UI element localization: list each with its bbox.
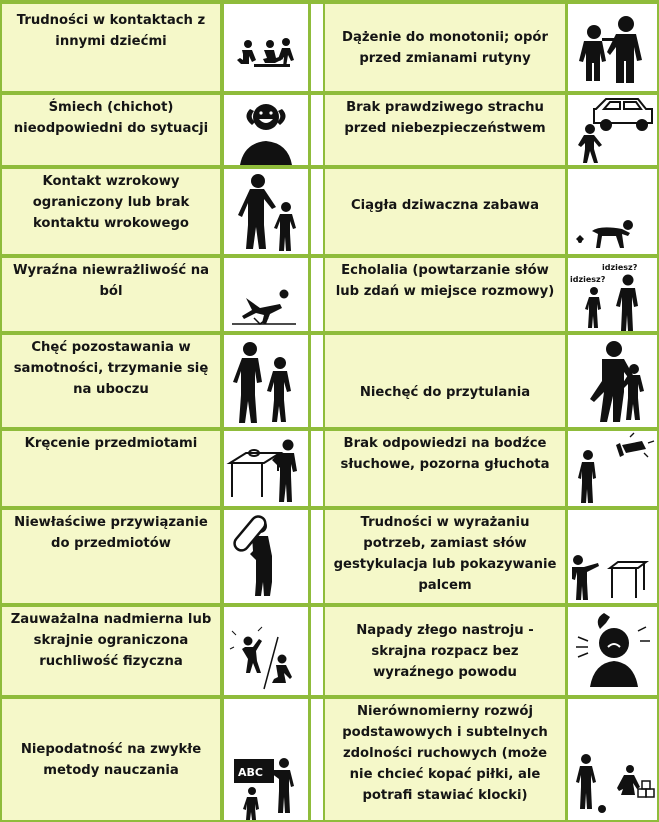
hyperactive-passive-icon bbox=[224, 607, 308, 695]
ball-blocks-icon bbox=[568, 699, 657, 820]
symptom-row bbox=[0, 335, 659, 427]
hug-refusal-icon bbox=[568, 335, 657, 427]
tantrum-icon bbox=[568, 607, 657, 695]
symptom-text: Niewłaściwe przywiązanie do przedmiotów bbox=[2, 510, 220, 603]
symptom-text: Napady złego nastroju - skrajna rozpacz bez wyraźnego powodu bbox=[325, 607, 565, 695]
symptom-row bbox=[0, 169, 659, 254]
falling-person-icon bbox=[224, 258, 308, 331]
symptom-text: Echolalia (powtarzanie słów lub zdań w miejsce rozmowy) bbox=[325, 258, 565, 331]
symptom-text: Wyraźna niewrażliwość na ból bbox=[2, 258, 220, 331]
symptom-text: Nierównomierny rozwój podstawowych i subtelnych zdolności ruchowych (może nie chcieć kopać piłki, ale potrafi stawiać klocki) bbox=[325, 699, 565, 820]
symptom-text: Trudności w wyrażaniu potrzeb, zamiast słów gestykulacja lub pokazywanie palcem bbox=[325, 510, 565, 603]
teacher-blackboard-icon bbox=[224, 699, 308, 820]
symptom-row bbox=[0, 431, 659, 506]
symptom-text: Zauważalna nadmierna lub skrajnie ograniczona ruchliwość fizyczna bbox=[2, 607, 220, 695]
symptom-text: Ciągła dziwaczna zabawa bbox=[325, 169, 565, 254]
symptom-row bbox=[0, 4, 659, 91]
symptom-row bbox=[0, 95, 659, 165]
symptom-row bbox=[0, 699, 659, 820]
blackboard-text: ABC bbox=[238, 766, 263, 779]
child-car-danger-icon bbox=[568, 95, 657, 165]
symptom-text: Niepodatność na zwykłe metody nauczania bbox=[2, 699, 220, 820]
children-playing-icon bbox=[224, 4, 308, 91]
symptom-text: Kręcenie przedmiotami bbox=[2, 431, 220, 506]
symptom-text: Brak prawdziwego strachu przed niebezpieczeństwem bbox=[325, 95, 565, 165]
laughing-person-icon bbox=[224, 95, 308, 165]
symptom-text: Niechęć do przytulania bbox=[325, 335, 565, 427]
pointing-child-icon bbox=[568, 510, 657, 603]
adult-child-icon bbox=[568, 4, 657, 91]
symptom-row bbox=[0, 258, 659, 331]
speech-bubble-text: idziesz? bbox=[602, 263, 638, 272]
crawling-child-icon bbox=[568, 169, 657, 254]
two-persons-turned-away-icon bbox=[224, 335, 308, 427]
speech-bubble-text: idziesz? bbox=[570, 275, 606, 284]
child-holding-object-icon bbox=[224, 510, 308, 603]
echolalia-icon bbox=[568, 258, 657, 331]
symptom-row bbox=[0, 607, 659, 695]
adult-talking-child-icon bbox=[224, 169, 308, 254]
symptom-text: Chęć pozostawania w samotności, trzymanie się na uboczu bbox=[2, 335, 220, 427]
deaf-child-trumpet-icon bbox=[568, 431, 657, 506]
symptom-text: Kontakt wzrokowy ograniczony lub brak kontaktu wrokowego bbox=[2, 169, 220, 254]
symptom-row bbox=[0, 510, 659, 603]
symptom-text: Brak odpowiedzi na bodźce słuchowe, pozorna głuchota bbox=[325, 431, 565, 506]
symptom-text: Trudności w kontaktach z innymi dziećmi bbox=[2, 4, 220, 91]
spinning-object-icon bbox=[224, 431, 308, 506]
symptom-text: Śmiech (chichot) nieodpowiedni do sytuacji bbox=[2, 95, 220, 165]
symptom-text: Dążenie do monotonii; opór przed zmianami rutyny bbox=[325, 4, 565, 91]
